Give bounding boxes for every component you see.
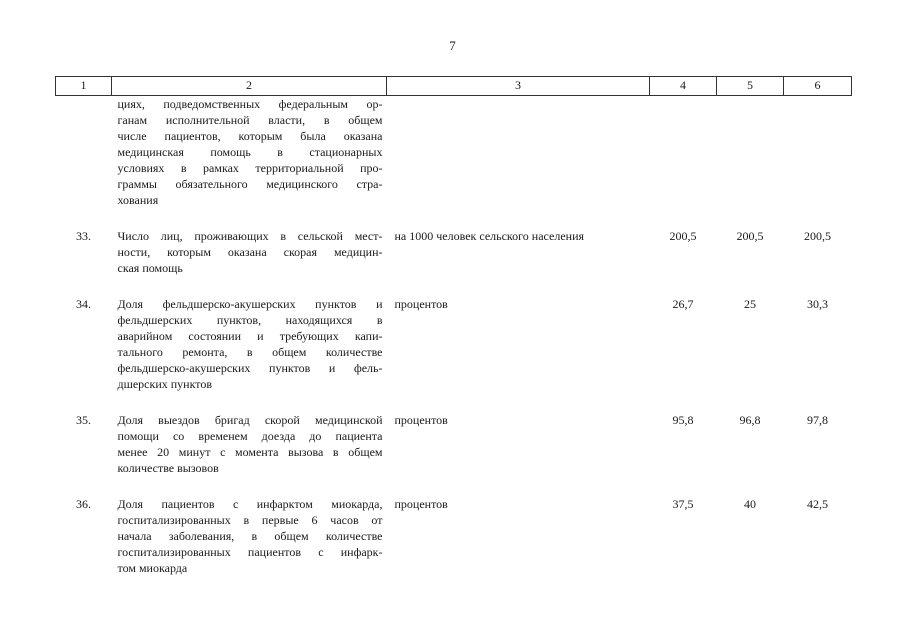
description-line: госпитализированных пациентов с инфарк-: [117, 545, 383, 559]
column-header-4: 4: [650, 77, 717, 96]
value-year-3: 97,8: [807, 413, 828, 427]
description-line: фельдшерских пунктов, находящихся в: [117, 313, 383, 327]
table-body: [56, 96, 852, 577]
table-row: [56, 228, 852, 276]
description-line: менее 20 минут с момента вызова в общем: [117, 445, 383, 459]
description-line: циях, подведомственных федеральным ор-: [117, 97, 383, 111]
indicator-description: [112, 496, 387, 576]
row-spacer: [56, 276, 852, 296]
indicator-description: [112, 296, 387, 392]
description-line: фельдшерско-акушерских пунктов и фель-: [117, 361, 383, 375]
description-line: Доля выездов бригад скорой медицинской: [117, 413, 383, 427]
unit-of-measure: процентов: [394, 297, 448, 311]
value-year-1: [650, 96, 717, 209]
unit-of-measure: на 1000 человек сельского населения: [394, 229, 585, 243]
row-spacer: [56, 208, 852, 228]
indicator-description: [112, 96, 387, 209]
row-number: 33.: [76, 229, 91, 243]
value-year-2: [717, 96, 784, 209]
value-year-1: 26,7: [672, 297, 694, 311]
value-year-2: 200,5: [736, 229, 764, 243]
column-header-1: 1: [56, 77, 112, 96]
value-year-3: 200,5: [804, 229, 831, 243]
row-number: 35.: [76, 413, 91, 427]
description-line: Доля пациентов с инфарктом миокарда,: [117, 497, 383, 511]
description-line: граммы обязательного медицинского стра-: [117, 177, 383, 191]
column-header-2: 2: [112, 77, 387, 96]
value-year-1: 200,5: [669, 229, 697, 243]
value-year-2: 40: [744, 497, 756, 511]
indicator-description: [112, 228, 387, 276]
description-line: Доля фельдшерско-акушерских пунктов и: [117, 297, 383, 311]
value-year-3: 42,5: [807, 497, 828, 511]
spacer-cell: [56, 276, 852, 296]
column-header-5: 5: [717, 77, 784, 96]
table-row: [56, 412, 852, 476]
page-number: 7: [449, 38, 456, 53]
unit-of-measure: процентов: [394, 497, 448, 511]
description-line: помощи со временем доезда до пациента: [117, 429, 383, 443]
indicator-description: [112, 412, 387, 476]
value-year-1: 95,8: [672, 413, 694, 427]
unit-of-measure: [387, 96, 650, 209]
row-spacer: [56, 476, 852, 496]
row-number: 34.: [76, 297, 91, 311]
column-header-6: 6: [784, 77, 852, 96]
description-line: дшерских пунктов: [117, 377, 213, 391]
description-line: количестве вызовов: [117, 461, 219, 475]
table-row: [56, 96, 852, 209]
description-line: ности, которым оказана скорая медицин-: [117, 245, 383, 259]
spacer-cell: [56, 392, 852, 412]
description-line: тального ремонта, в общем количестве: [117, 345, 383, 359]
description-line: условиях в рамках территориальной про-: [117, 161, 383, 175]
description-line: медицинская помощь в стационарных: [117, 145, 383, 159]
row-number: 36.: [76, 497, 91, 511]
description-line: госпитализированных в первые 6 часов от: [117, 513, 383, 527]
description-line: начала заболевания, в общем количестве: [117, 529, 383, 543]
description-line: том миокарда: [117, 561, 188, 575]
value-year-1: 37,5: [672, 497, 694, 511]
description-line: хования: [117, 193, 159, 207]
table-header-row: [56, 77, 852, 96]
unit-of-measure: процентов: [394, 413, 448, 427]
row-spacer: [56, 392, 852, 412]
table-row: [56, 296, 852, 392]
value-year-2: 96,8: [739, 413, 761, 427]
value-year-3: [784, 96, 852, 209]
table-row: [56, 496, 852, 576]
value-year-2: 25: [744, 297, 756, 311]
description-line: ская помощь: [117, 261, 183, 275]
description-line: Число лиц, проживающих в сельской мест-: [117, 229, 383, 243]
row-number: [56, 96, 112, 209]
value-year-3: 30,3: [807, 297, 828, 311]
indicators-table: [55, 76, 852, 576]
column-header-3: 3: [387, 77, 650, 96]
spacer-cell: [56, 476, 852, 496]
description-line: числе пациентов, которым была оказана: [117, 129, 383, 143]
description-line: ганам исполнительной власти, в общем: [117, 113, 383, 127]
spacer-cell: [56, 208, 852, 228]
description-line: аварийном состоянии и требующих капи-: [117, 329, 383, 343]
